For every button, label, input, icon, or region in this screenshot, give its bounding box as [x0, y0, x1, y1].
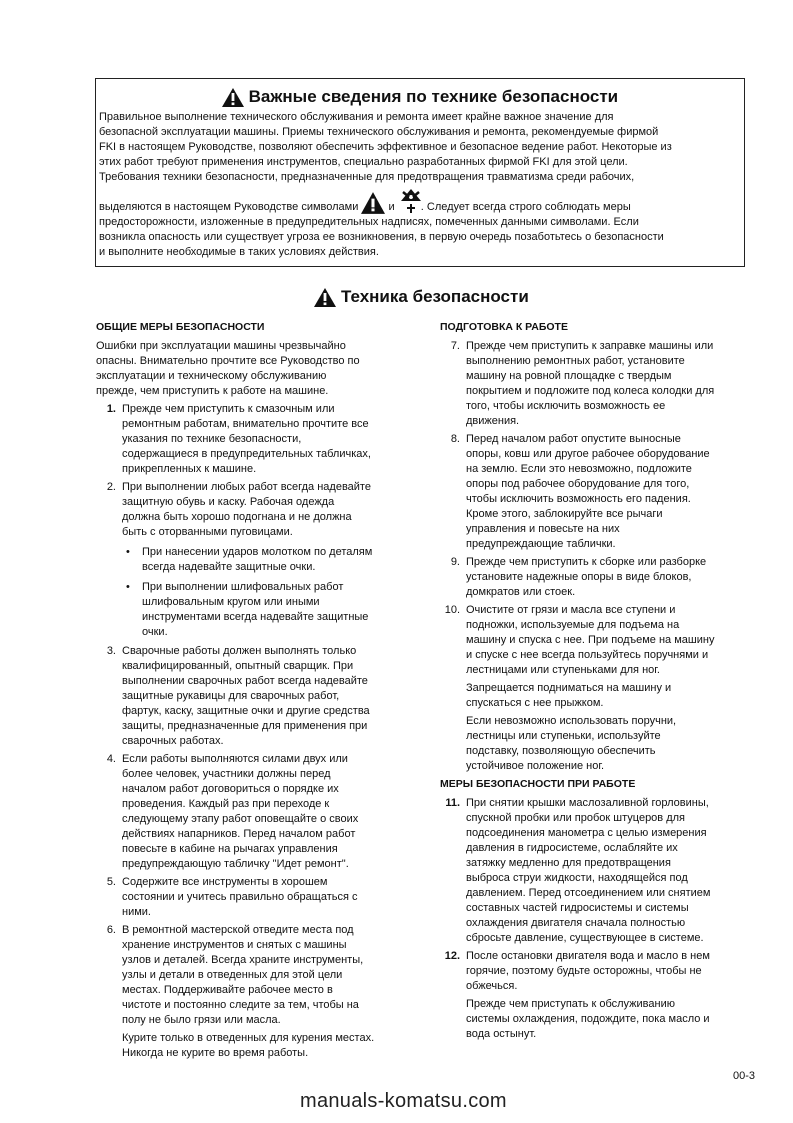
text-line: защитные рукавицы для сварочных работ,	[122, 690, 340, 702]
paragraph	[96, 1031, 406, 1061]
box-text-line: предосторожности, изложенные в предупредительных надписях, помеченных данными символами. Если	[99, 216, 639, 228]
text-line: Запрещается подниматься на машину и	[466, 682, 672, 694]
item-number: 11.	[445, 797, 460, 809]
paragraph	[440, 997, 750, 1042]
hazard-figure-icon	[401, 189, 421, 215]
text-line: Прежде чем приступить к сборке или разборке	[466, 556, 707, 568]
list-item	[96, 402, 406, 477]
text-line: защитную обувь и каску. Рабочая одежда	[122, 496, 335, 508]
warning-triangle-icon	[314, 288, 336, 307]
important-safety-box	[95, 78, 745, 267]
text-line: хранение инструментов и снятых с машины	[122, 939, 347, 951]
symbol-line-after: . Следует всегда строго соблюдать меры	[420, 201, 631, 213]
list-item	[440, 339, 750, 429]
text-line: инструментами всегда надевайте защитные	[142, 611, 369, 623]
text-line: При снятии крышки маслозаливной горловины,	[466, 797, 709, 809]
text-line: обжечься.	[466, 980, 518, 992]
text-line: сбросьте давление, существующее в системе.	[466, 932, 704, 944]
section-title	[0, 287, 793, 307]
item-number: 1.	[106, 403, 116, 415]
list-item	[440, 796, 750, 946]
text-line: В ремонтной мастерской отведите места под	[122, 924, 354, 936]
text-line: повесьте в кабине на рычагах управления	[122, 843, 338, 855]
section-heading: МЕРЫ БЕЗОПАСНОСТИ ПРИ РАБОТЕ	[440, 778, 636, 790]
text-line: Если невозможно использовать поручни,	[466, 715, 677, 727]
item-number: 3.	[106, 645, 116, 657]
list-item	[440, 555, 750, 600]
text-line: затяжку медленно для предотвращения	[466, 857, 671, 869]
text-line: полу не было грязи или масла.	[122, 1014, 281, 1026]
box-text-line: Правильное выполнение технического обслуживания и ремонта имеет крайне важное значение для	[99, 111, 614, 123]
item-number: 5.	[106, 876, 116, 888]
box-text-line: безопасной эксплуатации машины. Приемы технического обслуживания и ремонта, рекомендуемые фирмой	[99, 126, 659, 138]
item-number: 8.	[450, 433, 460, 445]
text-line: Содержите все инструменты в хорошем	[122, 876, 328, 888]
text-line: защиты, предназначенные для применения при	[122, 720, 368, 732]
text-line: прикрепленных к машине.	[122, 463, 257, 475]
text-line: действиях напарников. Перед началом работ	[122, 828, 356, 840]
text-line: на землю. Если это невозможно, подложите	[466, 463, 692, 475]
text-line: содержащиеся в предупредительных табличках,	[122, 448, 371, 460]
text-line: горячие, поэтому будьте осторожны, чтобы не	[466, 965, 702, 977]
bullet-icon: •	[126, 546, 130, 558]
box-text-line: FKI в настоящем Руководстве, позволяют обеспечить эффективное и безопасное ведение работ. Некоторые из	[99, 141, 672, 153]
box-text-line: Требования техники безопасности, предназначенные для предотвращения травматизма среди рабочих,	[99, 171, 635, 183]
text-line: Ошибки при эксплуатации машины чрезвычайно	[96, 340, 346, 352]
text-line: При выполнении любых работ всегда надевайте	[122, 481, 371, 493]
text-line: вода остынут.	[466, 1028, 537, 1040]
bullet-item	[96, 580, 406, 640]
text-line: Прежде чем приступать к обслуживанию	[466, 998, 675, 1010]
text-line: составных частей гидросистемы и системы	[466, 902, 689, 914]
list-item	[440, 432, 750, 552]
warning-triangle-icon	[222, 88, 244, 107]
symbol-line	[99, 185, 672, 215]
text-line: Очистите от грязи и масла все ступени и	[466, 604, 676, 616]
box-text-line: и выполните необходимые в таких условиях действия.	[99, 246, 379, 258]
text-line: чтобы исключить возможность его падения.	[466, 493, 691, 505]
text-line: охлаждения двигателя сначала полностью	[466, 917, 686, 929]
bullet-icon: •	[126, 581, 130, 593]
box-body	[99, 110, 672, 260]
text-line: узлы и детали в отведенных для этой цели	[122, 969, 343, 981]
list-item	[440, 603, 750, 678]
text-line: лестницы или ступеньки, используйте	[466, 730, 661, 742]
text-line: того, чтобы исключить возможность ее	[466, 400, 666, 412]
text-line: давления в гидросистеме, ослабляйте их	[466, 842, 678, 854]
text-line: управления и повесьте на них	[466, 523, 620, 535]
paragraph	[96, 339, 406, 399]
text-line: чистоте и постоянно следите за тем, чтобы на	[122, 999, 359, 1011]
text-line: всегда надевайте защитные очки.	[142, 561, 316, 573]
list-item	[96, 752, 406, 872]
text-line: указания по технике безопасности,	[122, 433, 302, 445]
text-line: опоры под рабочее оборудование для того,	[466, 478, 690, 490]
text-line: Кроме этого, заблокируйте все рычаги	[466, 508, 663, 520]
text-line: выполнению ремонтных работ, установите	[466, 355, 685, 367]
text-line: Никогда не курите во время работы.	[122, 1047, 309, 1059]
right-column	[440, 320, 750, 1045]
text-line: более человек, участники должны перед	[122, 768, 331, 780]
symbol-line-and: и	[388, 201, 395, 213]
text-line: узлов и деталей. Всегда храните инструменты,	[122, 954, 364, 966]
item-number: 9.	[450, 556, 460, 568]
box-text-line: этих работ требуют применения инструментов, специально разработанных фирмой FKI для этой цели.	[99, 156, 628, 168]
item-number: 6.	[106, 924, 116, 936]
text-line: спускной пробки или пробок штуцеров для	[466, 812, 685, 824]
text-line: машину на ровной площадке с твердым	[466, 370, 672, 382]
section-heading: ПОДГОТОВКА К РАБОТЕ	[440, 321, 568, 333]
text-line: системы охлаждения, подождите, пока масло и	[466, 1013, 710, 1025]
text-line: Сварочные работы должен выполнять только	[122, 645, 357, 657]
text-line: домкратов или стоек.	[466, 586, 576, 598]
bullet-item	[96, 545, 406, 575]
text-line: шлифовальным кругом или иными	[142, 596, 320, 608]
box-title	[96, 87, 744, 107]
text-line: выброса струи жидкости, находящейся под	[466, 872, 688, 884]
text-line: машину и спуска с нее. При подъеме на машину	[466, 634, 715, 646]
watermark: manuals-komatsu.com	[300, 1090, 507, 1112]
text-line: началом работ договориться о порядке их	[122, 783, 339, 795]
text-line: состоянии и учитесь правильно обращаться с	[122, 891, 358, 903]
item-number: 2.	[106, 481, 116, 493]
text-line: давлением. Перед отсоединением или снятием	[466, 887, 711, 899]
item-number: 10.	[444, 604, 460, 616]
list-item	[440, 949, 750, 994]
box-title-text: Важные сведения по технике безопасности	[248, 87, 619, 106]
section-heading: ОБЩИЕ МЕРЫ БЕЗОПАСНОСТИ	[96, 321, 265, 333]
text-line: покрытием и подложите под колеса колодки для	[466, 385, 715, 397]
text-line: Прежде чем приступить к заправке машины или	[466, 340, 714, 352]
paragraph	[440, 714, 750, 774]
section-title-text: Техника безопасности	[340, 287, 529, 306]
text-line: должна быть хорошо подогнана и не должна	[122, 511, 352, 523]
text-line: эксплуатации и техническому обслуживанию	[96, 370, 327, 382]
left-column	[96, 320, 406, 1064]
page-number: 00-3	[733, 1070, 756, 1082]
text-line: При нанесении ударов молотком по деталям	[142, 546, 373, 558]
text-line: Если работы выполняются силами двух или	[122, 753, 348, 765]
text-line: Перед началом работ опустите выносные	[466, 433, 681, 445]
text-line: подсоединения манометра с целью измерения	[466, 827, 707, 839]
text-line: подножки, используемые для подъема на	[466, 619, 680, 631]
text-line: и спуске с нее всегда пользуйтесь поручнями и	[466, 649, 709, 661]
text-line: ними.	[122, 906, 151, 918]
text-line: После остановки двигателя вода и масло в нем	[466, 950, 710, 962]
text-line: установите надежные опоры в виде блоков,	[466, 571, 692, 583]
text-line: квалифицированный, опытный сварщик. При	[122, 660, 354, 672]
item-number: 7.	[450, 340, 460, 352]
text-line: местах. Поддерживайте рабочее место в	[122, 984, 333, 996]
box-text-line: возникла опасность или существует угроза ее возникновения, в первую очередь позаботьтесь о безопасности	[99, 231, 664, 243]
text-line: проведения. Каждый раз при переходе к	[122, 798, 330, 810]
text-line: ремонтным работам, внимательно прочтите все	[122, 418, 369, 430]
warning-triangle-icon	[361, 191, 385, 215]
list-item	[96, 480, 406, 540]
text-line: выполнении сварочных работ всегда надевайте	[122, 675, 368, 687]
text-line: подставку, позволяющую обеспечить	[466, 745, 656, 757]
list-item	[96, 644, 406, 749]
text-line: При выполнении шлифовальных работ	[142, 581, 344, 593]
text-line: опоры, ковш или другое рабочее оборудование	[466, 448, 710, 460]
item-number: 12.	[444, 950, 460, 962]
list-item	[96, 875, 406, 920]
text-line: фартук, каску, защитные очки и другие средства	[122, 705, 370, 717]
text-line: Прежде чем приступить к смазочным или	[122, 403, 335, 415]
symbol-line-text: выделяются в настоящем Руководстве символами	[99, 201, 359, 213]
item-number: 4.	[106, 753, 116, 765]
text-line: очки.	[142, 626, 168, 638]
paragraph	[440, 681, 750, 711]
text-line: опасны. Внимательно прочтите все Руководство по	[96, 355, 360, 367]
text-line: лестницами или ступеньками для ног.	[466, 664, 660, 676]
text-line: устойчивое положение ног.	[466, 760, 605, 772]
text-line: предупреждающие таблички.	[466, 538, 616, 550]
text-line: быть с оторванными пуговицами.	[122, 526, 293, 538]
text-line: движения.	[466, 415, 520, 427]
text-line: предупреждающую табличку "Идет ремонт".	[122, 858, 349, 870]
text-line: спускаться с нее прыжком.	[466, 697, 604, 709]
list-item	[96, 923, 406, 1028]
text-line: прежде, чем приступить к работе на машине.	[96, 385, 329, 397]
text-line: следующему этапу работ оповещайте о своих	[122, 813, 359, 825]
text-line: сварочных работах.	[122, 735, 224, 747]
text-line: Курите только в отведенных для курения местах.	[122, 1032, 375, 1044]
